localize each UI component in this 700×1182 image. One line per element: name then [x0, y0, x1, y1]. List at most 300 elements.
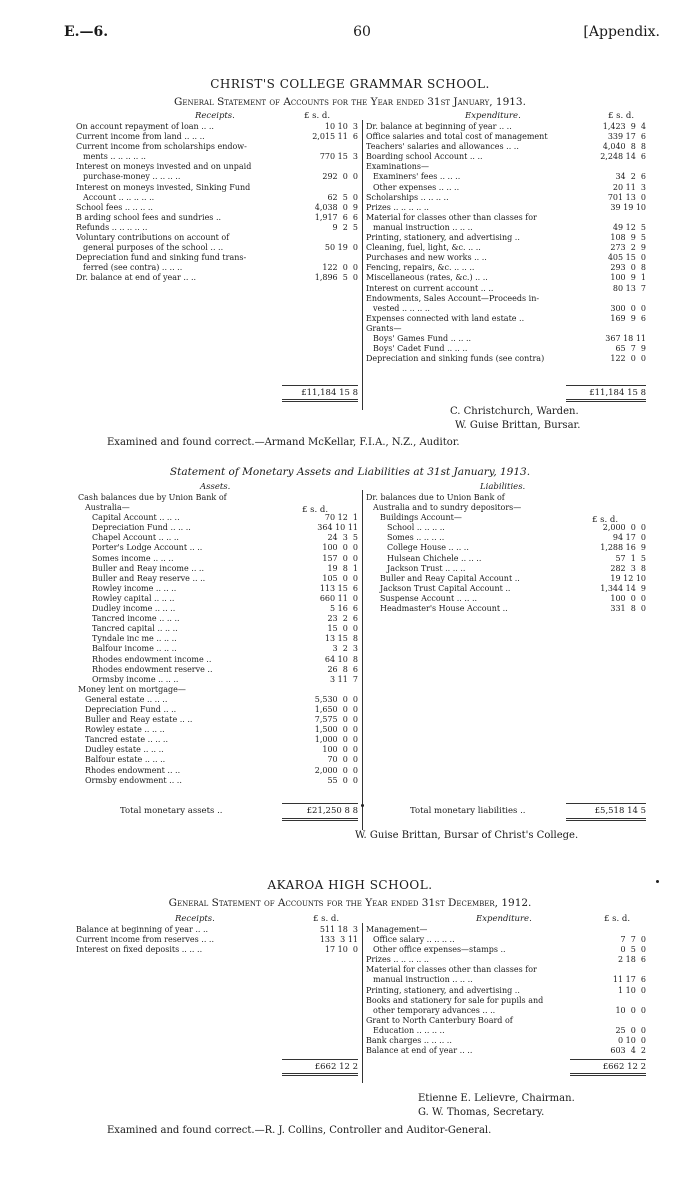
row-amount: 62 5 0 [327, 192, 358, 202]
ledger-row [366, 223, 646, 233]
row-label: School fees .. .. .. .. [76, 202, 153, 212]
page-number: 60 [353, 24, 371, 40]
akaroa-total-rule-left [282, 1059, 358, 1060]
ledger-row [366, 975, 646, 985]
ledger-row [78, 634, 358, 644]
row-label: Suspense Account .. .. .. [380, 593, 478, 603]
row-amount: 157 0 0 [322, 553, 358, 563]
row-label: Material for classes other than classes for [366, 965, 537, 975]
stray-mark [361, 804, 364, 807]
row-label: Office salaries and total cost of management [366, 132, 548, 142]
assets-title: Statement of Monetary Assets and Liabilities at 31st January, 1913. [169, 466, 531, 478]
ledger-row [366, 554, 646, 564]
ledger-row [78, 675, 358, 685]
row-amount: 367 18 11 [605, 333, 646, 343]
row-amount: 5,530 0 0 [314, 694, 358, 704]
secretary-text: G. W. Thomas, Secretary. [418, 1107, 545, 1118]
assets-currency: £ s. d. [302, 505, 329, 515]
row-amount: 1 10 0 [618, 985, 646, 995]
row-label: Porter's Lodge Account .. .. [92, 543, 203, 553]
row-label: ferred (see contra) .. .. .. [83, 263, 183, 273]
christs-total-right: £11,184 15 8 [589, 388, 646, 398]
christs-receipts-list [76, 122, 358, 284]
ledger-row [78, 584, 358, 594]
ledger-row [366, 284, 646, 294]
row-label: Balfour income .. .. .. [92, 644, 177, 654]
row-label: Somes income .. .. .. [92, 553, 174, 563]
akaroa-expenditure-list [366, 925, 646, 1056]
row-amount: 339 17 6 [607, 132, 646, 142]
row-label: Fencing, repairs, &c. .. .. .. [366, 263, 475, 273]
ledger-row [76, 183, 358, 193]
row-label: Depreciation Fund .. .. .. [92, 523, 191, 533]
ledger-row [78, 735, 358, 745]
row-amount: 603 4 2 [610, 1046, 646, 1056]
row-label: Tancred income .. .. .. [92, 614, 180, 624]
row-label: Somes .. .. .. .. [387, 533, 445, 543]
row-amount: 511 18 3 [319, 925, 358, 934]
ledger-row [78, 766, 358, 776]
row-label: Balance at end of year .. .. [366, 1046, 473, 1056]
row-label: Buller and Reay estate .. .. [85, 715, 193, 725]
row-amount: 0 10 0 [618, 1036, 646, 1046]
row-amount: 100 9 1 [610, 273, 646, 283]
row-label: Jackson Trust Capital Account .. [380, 583, 511, 593]
row-label: Ormsby endowment .. .. [85, 775, 182, 785]
ledger-row [366, 965, 646, 975]
row-amount: 405 15 0 [607, 253, 646, 263]
ledger-row [78, 725, 358, 735]
assets-divider [362, 490, 363, 830]
row-amount: 49 12 5 [612, 222, 646, 232]
row-label: Depreciation fund and sinking fund trans- [76, 253, 247, 263]
ledger-row [366, 203, 646, 213]
ledger-row [78, 644, 358, 654]
ledger-row [76, 273, 358, 283]
liab-total-dbl [566, 818, 646, 821]
row-label: Money lent on mortgage— [78, 684, 186, 694]
row-label: Grants— [366, 323, 402, 333]
row-amount: 70 12 1 [324, 513, 358, 523]
row-amount: 122 0 0 [610, 354, 646, 364]
christs-receipts-currency: £ s. d. [304, 111, 331, 121]
row-label: Dr. balance at end of year .. .. [76, 273, 197, 283]
row-amount: 2,015 11 6 [312, 132, 358, 142]
ledger-row [366, 533, 646, 543]
christs-expenditure-list [366, 122, 646, 364]
ledger-row [78, 564, 358, 574]
row-label: Other expenses .. .. .. [373, 182, 460, 192]
ledger-row [76, 243, 358, 253]
ledger-row [366, 986, 646, 996]
row-amount: 331 8 0 [610, 604, 646, 614]
row-label: other temporary advances .. .. [373, 1005, 496, 1015]
assets-bursar-signature [355, 830, 578, 841]
row-label: Teachers' salaries and allowances .. .. [366, 142, 519, 152]
row-label: Dudley estate .. .. .. [85, 745, 164, 755]
christs-bursar-signature [455, 420, 580, 431]
ledger-row [366, 193, 646, 203]
ledger-row [366, 996, 646, 1006]
row-amount: 113 15 6 [319, 583, 358, 593]
row-label: Rhodes endowment reserve .. [92, 664, 213, 674]
row-label: Current income from reserves .. .. [76, 935, 215, 945]
ledger-row [366, 162, 646, 172]
row-amount: 4,038 0 9 [314, 202, 358, 212]
ledger-row [366, 183, 646, 193]
row-label: Rhodes endowment .. .. [85, 765, 181, 775]
ledger-row [366, 243, 646, 253]
row-amount: 3 11 7 [330, 674, 358, 684]
row-amount: 10 0 0 [615, 1005, 646, 1015]
row-amount: 2,248 14 6 [600, 152, 646, 162]
row-amount: 19 12 10 [610, 573, 646, 583]
row-amount: 364 10 11 [317, 523, 358, 533]
row-amount: 15 0 0 [327, 624, 358, 634]
row-amount: 11 17 6 [612, 975, 646, 985]
ledger-row [366, 1026, 646, 1036]
row-label: College House .. .. .. [387, 543, 469, 553]
ledger-row [366, 122, 646, 132]
christs-divider [362, 120, 363, 410]
ledger-row [366, 233, 646, 243]
ledger-row [76, 233, 358, 243]
row-label: Dr. balance at beginning of year .. .. [366, 122, 512, 131]
ledger-row [78, 685, 358, 695]
row-amount: 64 10 8 [324, 654, 358, 664]
ledger-row [366, 955, 646, 965]
row-label: Printing, stationery, and advertising .. [366, 233, 520, 243]
liabilities-list [366, 493, 646, 614]
row-label: Capital Account .. .. .. [92, 513, 180, 523]
ledger-row [366, 604, 646, 614]
ledger-row [366, 172, 646, 182]
ledger-row [78, 655, 358, 665]
ledger-row [76, 945, 358, 955]
row-amount: 1,650 0 0 [314, 704, 358, 714]
ledger-row [76, 122, 358, 132]
row-label: Material for classes other than classes for [366, 212, 537, 222]
row-amount: 1,423 9 4 [602, 122, 646, 131]
christs-subtitle-text: General Statement of Accounts for the Year ended 31st January, 1913. [174, 96, 526, 108]
row-amount: 1,917 6 6 [314, 212, 358, 222]
row-label: manual instruction .. .. .. [373, 222, 473, 232]
liab-total-value: £5,518 14 5 [594, 806, 646, 816]
ledger-row [366, 263, 646, 273]
ledger-row [78, 745, 358, 755]
row-label: Books and stationery for sale for pupils and [366, 995, 544, 1005]
ledger-row [366, 132, 646, 142]
row-amount: 39 19 10 [610, 202, 646, 212]
row-amount: 292 0 0 [322, 172, 358, 182]
liabilities-currency: £ s. d. [592, 515, 619, 525]
christs-subtitle [0, 96, 700, 108]
ledger-row [76, 203, 358, 213]
ledger-row [366, 935, 646, 945]
row-amount: 1,288 16 9 [600, 543, 646, 553]
ledger-row [366, 354, 646, 364]
row-label: Australia and to sundry depositors— [373, 503, 522, 513]
row-amount: 100 0 0 [610, 593, 646, 603]
row-label: Buller and Reay income .. .. [92, 563, 205, 573]
ledger-row [366, 543, 646, 553]
row-label: Office salary .. .. .. .. [373, 935, 455, 945]
akaroa-expenditure-currency: £ s. d. [604, 914, 631, 924]
row-label: Australia— [85, 503, 130, 513]
row-label: ments .. .. .. .. .. [83, 152, 146, 162]
row-label: purchase-money .. .. .. .. [83, 172, 181, 182]
row-label: Grant to North Canterbury Board of [366, 1015, 513, 1025]
ledger-row [76, 152, 358, 162]
row-label: Account .. .. .. .. .. [83, 192, 155, 202]
row-label: Jackson Trust .. .. .. [387, 563, 466, 573]
assets-total-rule [282, 803, 358, 804]
row-amount: 94 17 0 [612, 533, 646, 543]
row-label: Interest on moneys invested and on unpaid [76, 162, 252, 172]
row-amount: 108 9 5 [610, 233, 646, 243]
row-label: Depreciation Fund .. .. [85, 704, 177, 714]
row-label: Headmaster's House Account .. [380, 604, 508, 614]
row-amount: 17 10 0 [324, 945, 358, 955]
row-label: Other office expenses—stamps .. [373, 945, 506, 955]
akaroa-receipts-currency: £ s. d. [313, 914, 340, 924]
christs-examined: Examined and found correct.—Armand McKellar, F.I.A., N.Z., Auditor. [107, 437, 460, 448]
row-amount: 293 0 8 [610, 263, 646, 273]
row-label: Tyndale inc me .. .. .. [92, 634, 177, 644]
liab-total-label: Total monetary liabilities .. [410, 806, 526, 816]
row-amount: 19 8 1 [327, 563, 358, 573]
assets-head: Assets. [200, 482, 231, 492]
row-label: Cleaning, fuel, light, &c. .. .. [366, 243, 481, 253]
row-label: Balfour estate .. .. .. [85, 755, 166, 765]
row-amount: 10 10 3 [324, 122, 358, 131]
row-amount: 2,000 0 0 [314, 765, 358, 775]
ledger-row [366, 523, 646, 533]
row-amount: 23 2 6 [327, 614, 358, 624]
row-amount: 100 0 0 [322, 745, 358, 755]
row-label: Balance at beginning of year .. .. [76, 925, 209, 934]
ledger-row [78, 503, 358, 513]
christs-title: CHRIST'S COLLEGE GRAMMAR SCHOOL. [210, 77, 490, 91]
christs-total-rule-left [282, 385, 358, 386]
ledger-row [366, 152, 646, 162]
akaroa-total-left: £662 12 2 [314, 1062, 358, 1072]
ledger-row [76, 142, 358, 152]
liabilities-head: Liabilities. [480, 482, 526, 492]
ledger-row [76, 935, 358, 945]
row-label: Ormsby income .. .. .. [92, 674, 179, 684]
row-amount: 5 16 6 [330, 604, 358, 614]
row-amount: 2,000 0 0 [602, 523, 646, 533]
ledger-row [366, 925, 646, 935]
christs-receipts-head: Receipts. [195, 111, 235, 121]
akaroa-total-dbl-left [282, 1073, 358, 1076]
row-label: Boarding school Account .. .. [366, 152, 483, 162]
row-amount: 122 0 0 [322, 263, 358, 273]
row-amount: 4,040 8 8 [602, 142, 646, 152]
ledger-row [366, 564, 646, 574]
row-amount: 65 7 9 [615, 344, 646, 354]
row-label: vested .. .. .. .. [373, 303, 430, 313]
row-label: general purposes of the school .. .. [83, 243, 224, 253]
ledger-row [366, 594, 646, 604]
row-amount: 1,896 5 0 [314, 273, 358, 283]
ledger-row [366, 1006, 646, 1016]
christs-total-dbl-left [282, 399, 358, 402]
akaroa-examined: Examined and found correct.—R. J. Collins, Controller and Auditor-General. [107, 1125, 492, 1136]
ledger-row [366, 945, 646, 955]
row-label: Expenses connected with land estate .. [366, 313, 525, 323]
ledger-row [366, 142, 646, 152]
row-amount: 9 2 5 [332, 222, 358, 232]
row-label: Rowley income .. .. .. [92, 583, 177, 593]
christs-warden-signature [450, 406, 579, 417]
row-amount: 57 1 5 [615, 553, 646, 563]
akaroa-total-right: £662 12 2 [602, 1062, 646, 1072]
row-amount: 1,000 0 0 [314, 735, 358, 745]
row-label: Management— [366, 925, 428, 934]
bursar-text: W. Guise Brittan, Bursar. [455, 420, 581, 431]
row-amount: 300 0 0 [610, 303, 646, 313]
chairman-text: Etienne E. Lelievre, Chairman. [418, 1093, 575, 1104]
row-label: Examinations— [366, 162, 430, 172]
row-amount: 3 2 3 [332, 644, 358, 654]
ledger-row [78, 574, 358, 584]
row-label: Buller and Reay Capital Account .. [380, 573, 520, 583]
ledger-row [78, 493, 358, 503]
ledger-row [76, 253, 358, 263]
row-amount: 34 2 6 [615, 172, 646, 182]
ledger-row [78, 665, 358, 675]
akaroa-total-rule-right [570, 1059, 646, 1060]
assets-total-label: Total monetary assets .. [120, 806, 223, 816]
ledger-row [366, 273, 646, 283]
row-label: B arding school fees and sundries .. [76, 212, 222, 222]
ledger-row [78, 624, 358, 634]
ledger-row [366, 574, 646, 584]
row-label: Tancred estate .. .. .. [85, 735, 168, 745]
ledger-row [366, 334, 646, 344]
ledger-row [78, 776, 358, 786]
ledger-row [78, 554, 358, 564]
row-amount: 13 15 8 [324, 634, 358, 644]
row-label: Buildings Account— [380, 513, 462, 523]
ledger-row [366, 1016, 646, 1026]
row-amount: 660 11 0 [319, 593, 358, 603]
akaroa-chairman-signature [418, 1093, 575, 1104]
row-amount: 133 3 11 [319, 935, 358, 945]
ledger-row [78, 543, 358, 553]
row-amount: 1,344 14 9 [600, 583, 646, 593]
row-label: Rhodes endowment income .. [92, 654, 212, 664]
row-label: Education .. .. .. .. [373, 1025, 445, 1035]
ledger-row [366, 213, 646, 223]
ledger-row [78, 695, 358, 705]
ledger-row [76, 132, 358, 142]
row-label: Scholarships .. .. .. .. [366, 192, 449, 202]
row-label: Rowley estate .. .. .. [85, 725, 165, 735]
row-label: Bank charges .. .. .. .. [366, 1036, 452, 1046]
row-label: Buller and Reay reserve .. .. [92, 573, 206, 583]
ledger-row [78, 533, 358, 543]
row-label: Hulsean Chichele .. .. .. [387, 553, 482, 563]
ledger-row [366, 513, 646, 523]
row-amount: 80 13 7 [612, 283, 646, 293]
row-label: Refunds .. .. .. .. .. [76, 222, 148, 232]
akaroa-title: AKAROA HIGH SCHOOL. [267, 878, 433, 892]
row-label: Dudley income .. .. .. [92, 604, 176, 614]
row-label: Prizes .. .. .. .. .. [366, 202, 429, 212]
row-amount: 7,575 0 0 [314, 715, 358, 725]
assets-list [78, 493, 358, 786]
row-label: General estate .. .. .. [85, 694, 168, 704]
row-amount: 105 0 0 [322, 573, 358, 583]
row-amount: 169 9 6 [610, 313, 646, 323]
ledger-row [366, 344, 646, 354]
christs-total-rule-right [566, 385, 646, 386]
row-label: Interest on moneys invested, Sinking Fund [76, 182, 251, 192]
ledger-row [76, 925, 358, 935]
christs-total-dbl-right [566, 399, 646, 402]
row-amount: 20 11 3 [612, 182, 646, 192]
row-amount: 24 3 5 [327, 533, 358, 543]
row-amount: 26 8 6 [327, 664, 358, 674]
warden-text: C. Christchurch, Warden. [450, 406, 579, 417]
ledger-row [78, 604, 358, 614]
row-label: Purchases and new works .. .. [366, 253, 487, 263]
row-label: School .. .. .. .. [387, 523, 445, 533]
row-label: Rowley capital .. .. .. [92, 593, 175, 603]
row-label: Current income from land .. .. .. [76, 132, 205, 142]
row-label: Interest on fixed deposits .. .. .. [76, 945, 203, 955]
akaroa-subtitle-text: General Statement of Accounts for the Year ended 31st December, 1912. [168, 897, 532, 909]
ledger-row [76, 263, 358, 273]
liab-total-rule [566, 803, 646, 804]
ledger-row [78, 715, 358, 725]
page-header [64, 24, 660, 44]
akaroa-secretary-signature [418, 1107, 544, 1118]
assets-bursar-text: W. Guise Brittan, Bursar of Christ's College. [355, 830, 579, 841]
row-amount: 100 0 0 [322, 543, 358, 553]
christs-total-left: £11,184 15 8 [301, 388, 358, 398]
ledger-row [366, 1046, 646, 1056]
row-amount: 1,500 0 0 [314, 725, 358, 735]
ledger-row [78, 705, 358, 715]
ledger-row [78, 755, 358, 765]
row-amount: 25 0 0 [615, 1025, 646, 1035]
christs-expenditure-currency: £ s. d. [608, 111, 635, 121]
ledger-row [366, 493, 646, 503]
row-label: Dr. balances due to Union Bank of [366, 493, 505, 502]
ledger-row [78, 614, 358, 624]
christs-expenditure-head: Expenditure. [465, 111, 521, 121]
row-amount: 0 5 0 [620, 945, 646, 955]
row-amount: 282 3 8 [610, 563, 646, 573]
row-label: manual instruction .. .. .. [373, 975, 473, 985]
ledger-row [366, 324, 646, 334]
row-label: Current income from scholarships endow- [76, 142, 247, 152]
row-label: Prizes .. .. .. .. .. [366, 955, 429, 965]
row-amount: 770 15 3 [319, 152, 358, 162]
row-label: Interest on current account .. .. [366, 283, 494, 293]
row-amount: 273 2 9 [610, 243, 646, 253]
ledger-row [76, 162, 358, 172]
ledger-row [78, 513, 358, 523]
row-amount: 2 18 6 [618, 955, 646, 965]
akaroa-total-dbl-right [570, 1073, 646, 1076]
row-label: Voluntary contributions on account of [76, 233, 230, 243]
ledger-row [76, 213, 358, 223]
